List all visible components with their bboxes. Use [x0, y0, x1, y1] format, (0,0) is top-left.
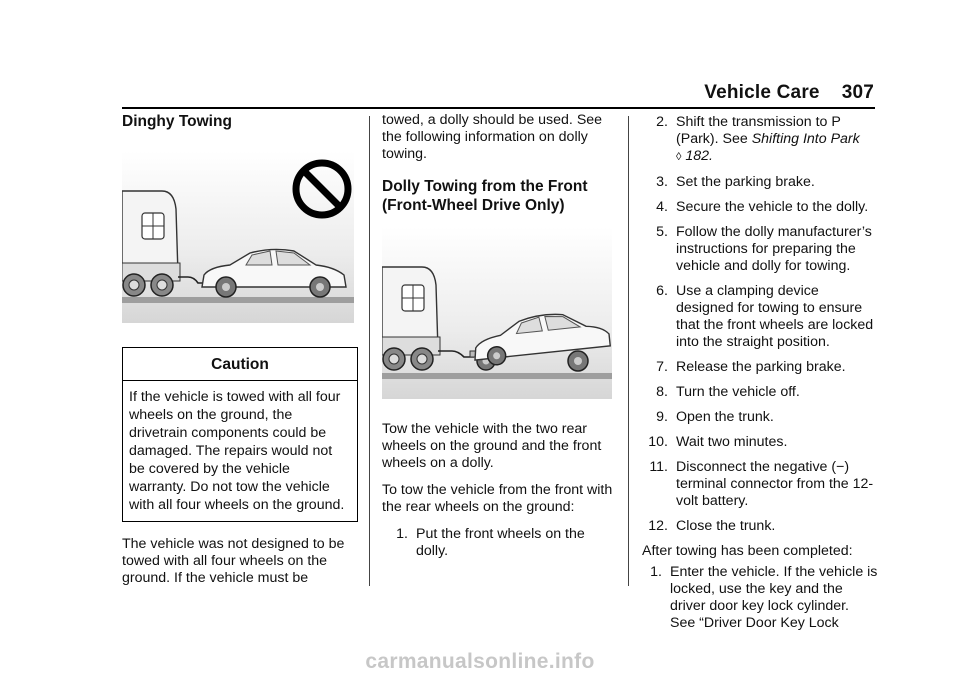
step-number: 6. — [656, 283, 668, 299]
step-text — [668, 114, 878, 166]
column-1 — [122, 112, 358, 597]
step-text: Follow the dolly manufacturer’s instructions for preparing the vehicle and dolly for towing. — [676, 224, 872, 274]
step-text: Wait two minutes. — [676, 434, 788, 450]
step-number: 5. — [656, 224, 668, 240]
list-item — [642, 384, 878, 401]
caution-title: Caution — [123, 348, 357, 381]
step-text-body: Shift the transmission to P (Park). See — [676, 114, 841, 147]
list-item — [642, 114, 878, 166]
page-number: 307 — [841, 82, 874, 103]
step-number: 8. — [656, 384, 668, 400]
dolly-towing-figure — [382, 227, 612, 399]
list-item — [642, 409, 878, 426]
caution-text: If the vehicle is towed with all four wheels on the ground, the drivetrain components could be damaged. The repairs would not be covered by the vehicle warranty. Do not tow the vehicle with all four wheels on the ground. — [129, 389, 345, 513]
section-title: Vehicle Care — [704, 82, 820, 103]
heading-dolly-towing: Dolly Towing from the Front (Front-Wheel Drive Only) — [382, 178, 588, 214]
step-text: Set the parking brake. — [676, 174, 815, 190]
step-number: 1. — [650, 564, 662, 580]
paragraph-to-tow-front: To tow the vehicle from the front with the rear wheels on the ground: — [382, 482, 613, 515]
list-item — [642, 434, 878, 451]
step-number: 12. — [648, 518, 668, 534]
step-number: 11. — [649, 459, 668, 475]
step-number: 1. — [396, 526, 408, 542]
step-number: 2. — [656, 114, 668, 130]
column-divider-2 — [628, 116, 629, 586]
step-number: 3. — [656, 174, 668, 190]
paragraph-dolly-used: towed, a dolly should be used. See the following information on dolly towing. — [382, 112, 603, 162]
step-text: Secure the vehicle to the dolly. — [676, 199, 869, 215]
step-number: 9. — [656, 409, 668, 425]
column-divider-1 — [369, 116, 370, 586]
column-3 — [642, 114, 878, 640]
list-item — [382, 526, 614, 560]
dinghy-towing-figure — [122, 151, 354, 323]
heading-dinghy-towing: Dinghy Towing — [122, 113, 232, 130]
page-ref-icon: ◊ — [676, 151, 682, 163]
paragraph-after-towing: After towing has been completed: — [642, 543, 853, 559]
header-rule — [122, 107, 875, 109]
list-item — [642, 518, 878, 535]
cross-reference-page[interactable]: 182. — [685, 148, 714, 164]
list-item — [642, 174, 878, 191]
step-number: 7. — [656, 359, 668, 375]
step-text: Turn the vehicle off. — [676, 384, 800, 400]
step-text: Enter the vehicle. If the vehicle is locked, use the key and the driver door key lock cylinder. See “Driver Door Key Lock — [670, 564, 878, 631]
step-text: Disconnect the negative (−) terminal connector from the 12-volt battery. — [676, 459, 874, 509]
list-item — [642, 459, 878, 510]
step-number: 4. — [656, 199, 668, 215]
step-text: Close the trunk. — [676, 518, 776, 534]
step-text: Release the parking brake. — [676, 359, 846, 375]
list-item — [642, 224, 878, 275]
paragraph-two-rear-wheels: Tow the vehicle with the two rear wheels on the ground and the front wheels on a dolly. — [382, 421, 602, 471]
column-2 — [382, 112, 614, 568]
page-header — [704, 82, 874, 104]
step-text: Use a clamping device designed for towing to ensure that the front wheels are locked into the straight position. — [676, 283, 874, 350]
step-text: Open the trunk. — [676, 409, 774, 425]
step-number: 10. — [648, 434, 668, 450]
paragraph-not-designed: The vehicle was not designed to be towed with all four wheels on the ground. If the vehicle must be — [122, 536, 345, 586]
cross-reference-link[interactable]: Shifting Into Park — [751, 131, 860, 147]
watermark: carmanualsonline.info — [365, 650, 595, 673]
caution-box — [122, 347, 358, 522]
list-item — [642, 359, 878, 376]
list-item — [642, 199, 878, 216]
list-item — [642, 283, 878, 351]
list-item — [642, 564, 878, 632]
step-text: Put the front wheels on the dolly. — [416, 526, 585, 559]
